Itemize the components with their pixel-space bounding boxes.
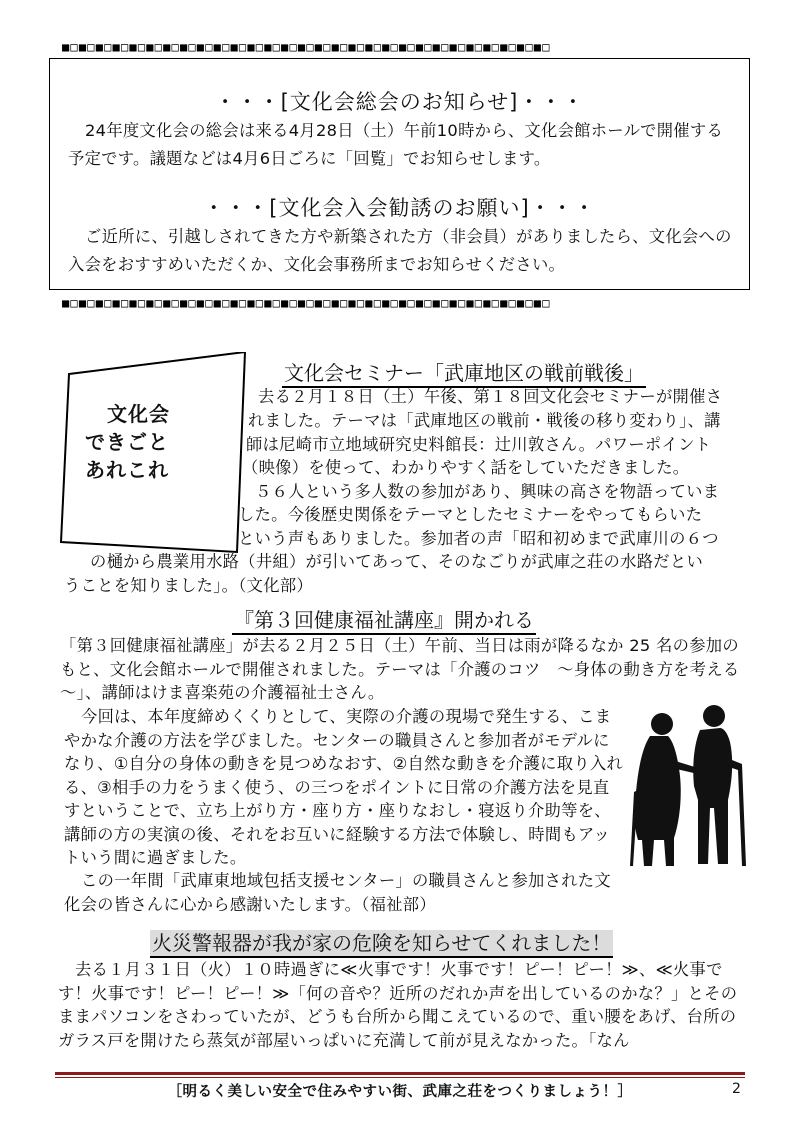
health-seminar-title: 『第３回健康福祉講座』開かれる	[232, 607, 536, 635]
corner-label	[85, 400, 195, 484]
membership-heading: ・・・[文化会入会勧誘のお願い]・・・	[203, 196, 596, 220]
membership-text: ご近所に、引越しされてきた方や新築された方（非会員）がありましたら、文化会への入会をおすすめいただくか、文化会事務所までお知らせください。	[68, 227, 732, 274]
notice-box	[49, 58, 750, 290]
footer-slogan: ［明るく美しい安全で住みやすい街、武庫之荘をつくりましょう！］	[167, 1084, 633, 1100]
seminar-line: の樋から農業用水路（井組）が引いてあって、そのなごりが武庫之荘の水路だとい	[90, 552, 704, 571]
corner-label-line1: 文化会	[107, 402, 170, 426]
decorative-border-bottom: ■□■□■□■□■□■□■□■□■□■□■□■□■□■□■□■□■□■□■□■□■□■□■□■□■□■□■□■□■□	[62, 296, 551, 310]
health-intro: 「第３回健康福祉講座」が去る２月２５日（土）午前、当日は雨が降るなか 25 名の参加のもと、文化会館ホールで開催されました。テーマは「介護のコツ ～身体の動き方を考える～」、講師はけま喜楽苑の介護福祉士さん。	[60, 636, 740, 702]
footer-rule-thin	[55, 1077, 745, 1078]
fire-alarm-title: 火災警報器が我が家の危険を知らせてくれました！	[150, 930, 613, 958]
seminar-line: 去る２月１８日（土）午後、第１８回文化会セミナーが開催さ	[258, 387, 723, 406]
seminar-line: れました。テーマは「武庫地区の戦前・戦後の移り変わり」、講	[248, 411, 721, 430]
fire-alarm-body: 去る１月３１日（火）１０時過ぎに≪火事です！火事です！ピー！ピー！≫、≪火事です！火事です！ピー！ピー！≫「何の音や？近所のだれか声を出しているのかな？」とそのままパソコンをさわっていたが、どうも台所から聞こえているので、重い腰をあげ、台所のガラス戸を開けたら蒸気が部屋いっぱいに充満して前が見えなかった。「なん	[58, 960, 738, 1050]
seminar-line: 師は尼崎市立地域研究史料館長：辻川敦さん。パワーポイント	[246, 435, 712, 454]
seminar-line: うことを知りました」。（文化部）	[64, 576, 314, 595]
health-thanks: この一年間「武庫東地域包括支援センター」の職員さんと参加された文化会の皆さんに心から感謝いたします。（福祉部）	[64, 871, 611, 914]
seminar-line: ５６人という多人数の参加があり、興味の高さを物語っていま	[255, 482, 720, 501]
corner-label-line3: あれこれ	[85, 458, 169, 482]
seminar-title: 文化会セミナー「武庫地区の戦前戦後」	[282, 360, 646, 388]
elderly-couple-silhouette-icon	[628, 700, 750, 868]
corner-label-line2: できごと	[85, 430, 169, 454]
page-number: 2	[732, 1081, 741, 1097]
decorative-border-top: ■□■□■□■□■□■□■□■□■□■□■□■□■□■□■□■□■□■□■□■□■□■□■□■□■□■□■□■□■□	[62, 40, 551, 54]
general-meeting-text: 24年度文化会の総会は来る4月28日（土）午前10時から、文化会館ホールで開催する予定です。議題などは4月6日ごろに「回覧」でお知らせします。	[68, 121, 724, 168]
health-body: 今回は、本年度締めくくりとして、実際の介護の現場で発生する、こまやかな介護の方法を学びました。センターの職員さんと参加者がモデルになり、①自分の身体の動きを見つめなおす、②自然な動きを介護に取り入れる、③相手の力をうまく使う、の三つをポイントに日常の介護方法を見直すということで、立ち上がり方・座り方・座りなおし・寝返り介助等を、講師の方の実演の後、それをお互いに経験する方法で体験し、時間もアットいう間に過ぎました。	[64, 707, 624, 867]
seminar-line: という声もありました。参加者の声「昭和初めまで武庫川の６つ	[238, 529, 719, 548]
seminar-line: （映像）を使って、わかりやすく話をしていただきました。	[242, 458, 690, 477]
seminar-line: した。今後歴史関係をテーマとしたセミナーをやってもらいた	[238, 505, 703, 524]
general-meeting-heading: ・・・[文化会総会のお知らせ]・・・	[214, 90, 585, 114]
footer-rule	[55, 1072, 745, 1075]
